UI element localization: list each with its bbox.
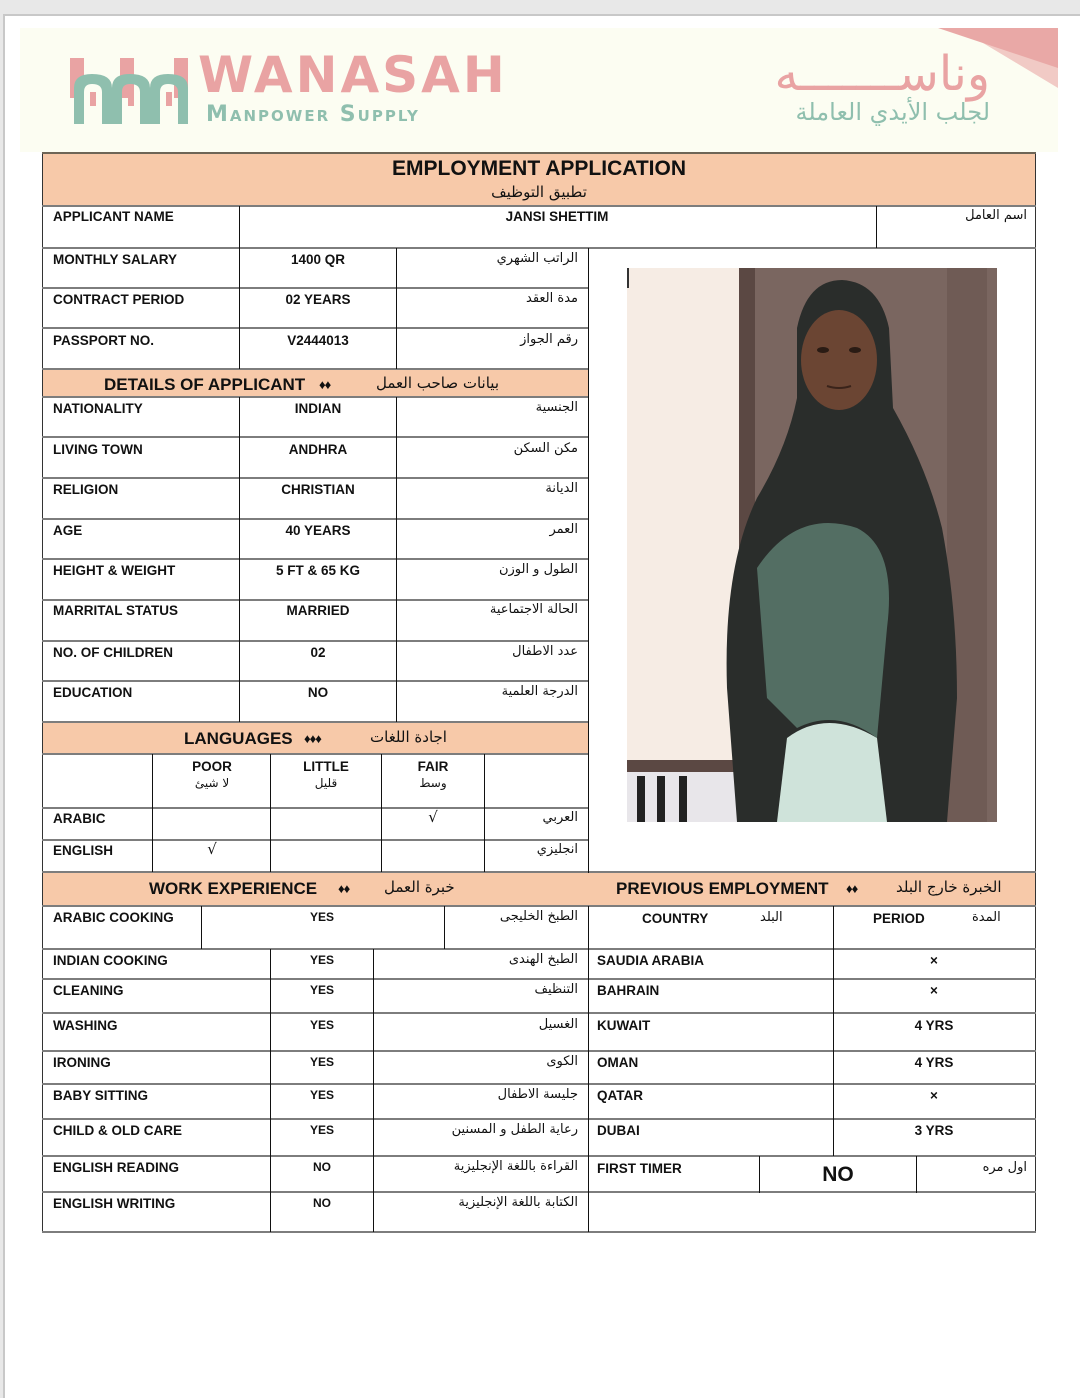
row-divider bbox=[42, 753, 588, 755]
work-row-label: ENGLISH READING bbox=[53, 1160, 180, 1175]
work-row-label-ar: الكتابة باللغة الإنجليزية bbox=[458, 1195, 578, 1210]
applicant-name-label-ar: اسم العامل bbox=[965, 208, 1027, 223]
work-row-value: YES bbox=[309, 1088, 335, 1102]
work-row-label: BABY SITTING bbox=[53, 1088, 149, 1103]
applicant-name-value: JANSI SHETTIM bbox=[505, 209, 609, 224]
detail-row-label-ar: العمر bbox=[549, 522, 578, 537]
languages-section-diamonds: ♦♦♦ bbox=[304, 731, 321, 746]
contract-row-label-ar: مدة العقد bbox=[526, 291, 578, 306]
work-row-value: YES bbox=[309, 1055, 335, 1069]
contract-row-label-ar: رقم الجواز bbox=[520, 332, 578, 347]
work-row-label: CLEANING bbox=[53, 983, 124, 998]
row-divider bbox=[42, 1050, 1036, 1052]
applicant-name-label: APPLICANT NAME bbox=[53, 209, 174, 224]
contract-row-label: MONTHLY SALARY bbox=[53, 252, 178, 267]
row-divider bbox=[42, 205, 1036, 207]
col-divider bbox=[588, 248, 589, 369]
contract-row-value: V2444013 bbox=[287, 333, 349, 348]
col-divider bbox=[588, 369, 589, 873]
checkmark-icon: √ bbox=[428, 808, 438, 826]
row-divider bbox=[42, 1191, 1036, 1193]
detail-row-label-ar: مكن السكن bbox=[513, 441, 578, 456]
work-row-label: ENGLISH WRITING bbox=[53, 1196, 176, 1211]
detail-row-value: 02 bbox=[310, 645, 326, 660]
col-divider bbox=[270, 949, 271, 1232]
language-row-label-ar: انجليزي bbox=[536, 842, 578, 857]
language-level-header-ar: قليل bbox=[314, 776, 338, 790]
prev-period: 3 YRS bbox=[914, 1123, 954, 1138]
work-section-title-ar: خبرة العمل bbox=[384, 878, 455, 896]
col-divider bbox=[396, 248, 397, 369]
row-divider bbox=[42, 368, 588, 370]
detail-row-label-ar: عدد الاطفال bbox=[512, 644, 578, 659]
detail-row-label: RELIGION bbox=[53, 482, 119, 497]
languages-section-title-en: LANGUAGES bbox=[184, 729, 293, 748]
work-row-label-ar: الكوى bbox=[546, 1054, 578, 1069]
col-divider bbox=[270, 754, 271, 872]
col-divider bbox=[373, 949, 374, 1232]
row-divider bbox=[42, 558, 588, 560]
work-row-label-ar: الطبخ الخليجى bbox=[499, 909, 578, 924]
row-divider bbox=[42, 247, 1036, 249]
work-section-diamonds: ♦♦ bbox=[338, 881, 350, 896]
col-divider bbox=[444, 906, 445, 949]
details-section-title-ar: بيانات صاحب العمل bbox=[376, 374, 499, 392]
brand-name-en: WANASAH bbox=[198, 46, 508, 104]
detail-row-label: NO. OF CHILDREN bbox=[53, 645, 173, 660]
work-row-label-ar: القراءة باللغة الإنجليزية bbox=[453, 1159, 578, 1174]
prev-section-title-en: PREVIOUS EMPLOYMENT bbox=[616, 879, 829, 898]
row-divider bbox=[42, 807, 588, 809]
prev-period: 4 YRS bbox=[914, 1018, 954, 1033]
prev-country: QATAR bbox=[597, 1088, 643, 1103]
detail-row-value: MARRIED bbox=[286, 603, 350, 618]
brand-tagline-en: Manpower Supply bbox=[206, 102, 420, 127]
brand-tagline-ar: لجلب الأيدي العاملة bbox=[795, 98, 990, 126]
detail-row-label-ar: الديانة bbox=[545, 481, 578, 496]
prev-country: SAUDIA ARABIA bbox=[597, 953, 704, 968]
work-row-value: YES bbox=[309, 910, 335, 924]
work-row-label-ar: رعاية الطفل و المسنين bbox=[451, 1122, 578, 1137]
contract-row-value: 02 YEARS bbox=[285, 292, 351, 307]
detail-row-label-ar: الطول و الوزن bbox=[498, 562, 578, 577]
col-divider bbox=[759, 1156, 760, 1193]
detail-row-value: NO bbox=[307, 685, 329, 700]
work-row-value: YES bbox=[309, 1018, 335, 1032]
row-divider bbox=[42, 436, 588, 438]
work-row-label: WASHING bbox=[53, 1018, 118, 1033]
work-row-label-ar: الطبخ الهندى bbox=[508, 952, 578, 967]
contract-row-label: CONTRACT PERIOD bbox=[53, 292, 185, 307]
prev-country: DUBAI bbox=[597, 1123, 640, 1138]
table-border bbox=[1035, 153, 1036, 1233]
contract-row-label: PASSPORT NO. bbox=[53, 333, 155, 348]
language-row-label: ARABIC bbox=[53, 811, 106, 826]
detail-row-value: CHRISTIAN bbox=[281, 482, 355, 497]
row-divider bbox=[42, 327, 588, 329]
row-divider bbox=[42, 721, 588, 723]
work-row-label-ar: التنظيف bbox=[534, 982, 578, 997]
row-divider bbox=[42, 1083, 1036, 1085]
work-row-value: NO bbox=[313, 1196, 331, 1210]
language-row-label: ENGLISH bbox=[53, 843, 114, 858]
details-section-title-en: DETAILS OF APPLICANT bbox=[104, 375, 306, 394]
table-border bbox=[42, 153, 43, 1233]
col-divider bbox=[152, 754, 153, 872]
row-divider bbox=[42, 905, 1036, 907]
row-divider bbox=[42, 640, 588, 642]
col-divider bbox=[833, 906, 834, 1156]
row-divider bbox=[42, 396, 588, 398]
detail-row-value: INDIAN bbox=[294, 401, 342, 416]
first-timer-label: FIRST TIMER bbox=[597, 1161, 682, 1176]
language-level-header: POOR bbox=[192, 759, 232, 774]
col-divider bbox=[588, 906, 589, 1232]
prev-country: BAHRAIN bbox=[597, 983, 660, 998]
prev-period-header-ar: المدة bbox=[972, 910, 1001, 925]
prev-period: × bbox=[930, 953, 938, 968]
row-divider bbox=[42, 680, 588, 682]
row-divider bbox=[42, 287, 588, 289]
work-row-value: NO bbox=[313, 1160, 331, 1174]
work-row-label: INDIAN COOKING bbox=[53, 953, 168, 968]
row-divider bbox=[42, 477, 588, 479]
form-title-ar: تطبيق التوظيف bbox=[491, 183, 587, 201]
col-divider bbox=[876, 206, 877, 248]
col-divider bbox=[381, 754, 382, 872]
prev-section-title-ar: الخبرة خارج البلد bbox=[896, 878, 1002, 896]
row-divider bbox=[42, 839, 588, 841]
detail-row-label: EDUCATION bbox=[53, 685, 133, 700]
contract-row-label-ar: الراتب الشهري bbox=[496, 251, 578, 266]
company-banner bbox=[20, 28, 1058, 152]
checkmark-icon: √ bbox=[207, 840, 217, 858]
col-divider bbox=[396, 397, 397, 722]
prev-period: × bbox=[930, 1088, 938, 1103]
detail-row-label: HEIGHT & WEIGHT bbox=[53, 563, 176, 578]
table-border bbox=[42, 152, 1036, 154]
detail-row-value: 5 FT & 65 KG bbox=[275, 563, 361, 578]
details-section-diamonds: ♦♦ bbox=[319, 377, 331, 392]
row-divider bbox=[42, 1012, 1036, 1014]
language-level-header-ar: لا شيئ bbox=[194, 776, 230, 790]
row-divider bbox=[42, 599, 588, 601]
detail-row-label: LIVING TOWN bbox=[53, 442, 143, 457]
contract-row-value: 1400 QR bbox=[290, 252, 346, 267]
col-divider bbox=[239, 397, 240, 722]
first-timer-label-ar: اول مره bbox=[982, 1160, 1027, 1175]
row-divider bbox=[42, 948, 1036, 950]
prev-period-header-en: PERIOD bbox=[873, 911, 925, 926]
language-row-label-ar: العربي bbox=[542, 810, 578, 825]
applicant-photo-illustration bbox=[627, 268, 997, 822]
row-divider bbox=[42, 518, 588, 520]
prev-country: KUWAIT bbox=[597, 1018, 651, 1033]
detail-row-label: MARRITAL STATUS bbox=[53, 603, 178, 618]
work-row-value: YES bbox=[309, 983, 335, 997]
work-row-value: YES bbox=[309, 953, 335, 967]
row-divider bbox=[42, 1118, 1036, 1120]
col-divider bbox=[201, 906, 202, 949]
language-level-header: LITTLE bbox=[303, 759, 349, 774]
brand-name-ar: وناســـــــه bbox=[774, 46, 990, 102]
languages-section-title-ar: اجادة اللغات bbox=[370, 728, 447, 746]
col-divider bbox=[239, 206, 240, 369]
prev-section-diamonds: ♦♦ bbox=[846, 881, 858, 896]
col-divider bbox=[484, 754, 485, 872]
work-section-title-en: WORK EXPERIENCE bbox=[149, 879, 318, 898]
form-title-en: EMPLOYMENT APPLICATION bbox=[392, 157, 686, 180]
row-divider bbox=[42, 871, 1036, 873]
detail-row-value: ANDHRA bbox=[288, 442, 348, 457]
prev-country: OMAN bbox=[597, 1055, 639, 1070]
language-level-header: FAIR bbox=[417, 759, 449, 774]
detail-row-label: AGE bbox=[53, 523, 83, 538]
work-row-label: IRONING bbox=[53, 1055, 111, 1070]
work-row-label: ARABIC COOKING bbox=[53, 910, 174, 925]
first-timer-value: NO bbox=[822, 1163, 854, 1186]
row-divider bbox=[42, 978, 1036, 980]
detail-row-label: NATIONALITY bbox=[53, 401, 143, 416]
detail-row-label-ar: الدرجة العلمية bbox=[501, 684, 578, 699]
work-row-label-ar: جليسة الاطفال bbox=[497, 1087, 578, 1102]
language-level-header-ar: وسط bbox=[419, 776, 447, 790]
work-row-label: CHILD & OLD CARE bbox=[53, 1123, 182, 1138]
table-border bbox=[42, 1231, 1036, 1233]
prev-country-header-en: COUNTRY bbox=[642, 911, 709, 926]
work-row-value: YES bbox=[309, 1123, 335, 1137]
wanasah-logo-icon bbox=[70, 58, 192, 124]
col-divider bbox=[916, 1156, 917, 1193]
prev-period: 4 YRS bbox=[914, 1055, 954, 1070]
detail-row-label-ar: الحالة الاجتماعية bbox=[489, 602, 578, 617]
row-divider bbox=[42, 1155, 1036, 1157]
prev-period: × bbox=[930, 983, 938, 998]
detail-row-value: 40 YEARS bbox=[285, 523, 351, 538]
applicant-photo bbox=[627, 268, 997, 822]
prev-country-header-ar: البلد bbox=[760, 910, 783, 925]
work-row-label-ar: الغسيل bbox=[538, 1017, 578, 1032]
detail-row-label-ar: الجنسية bbox=[535, 400, 578, 415]
